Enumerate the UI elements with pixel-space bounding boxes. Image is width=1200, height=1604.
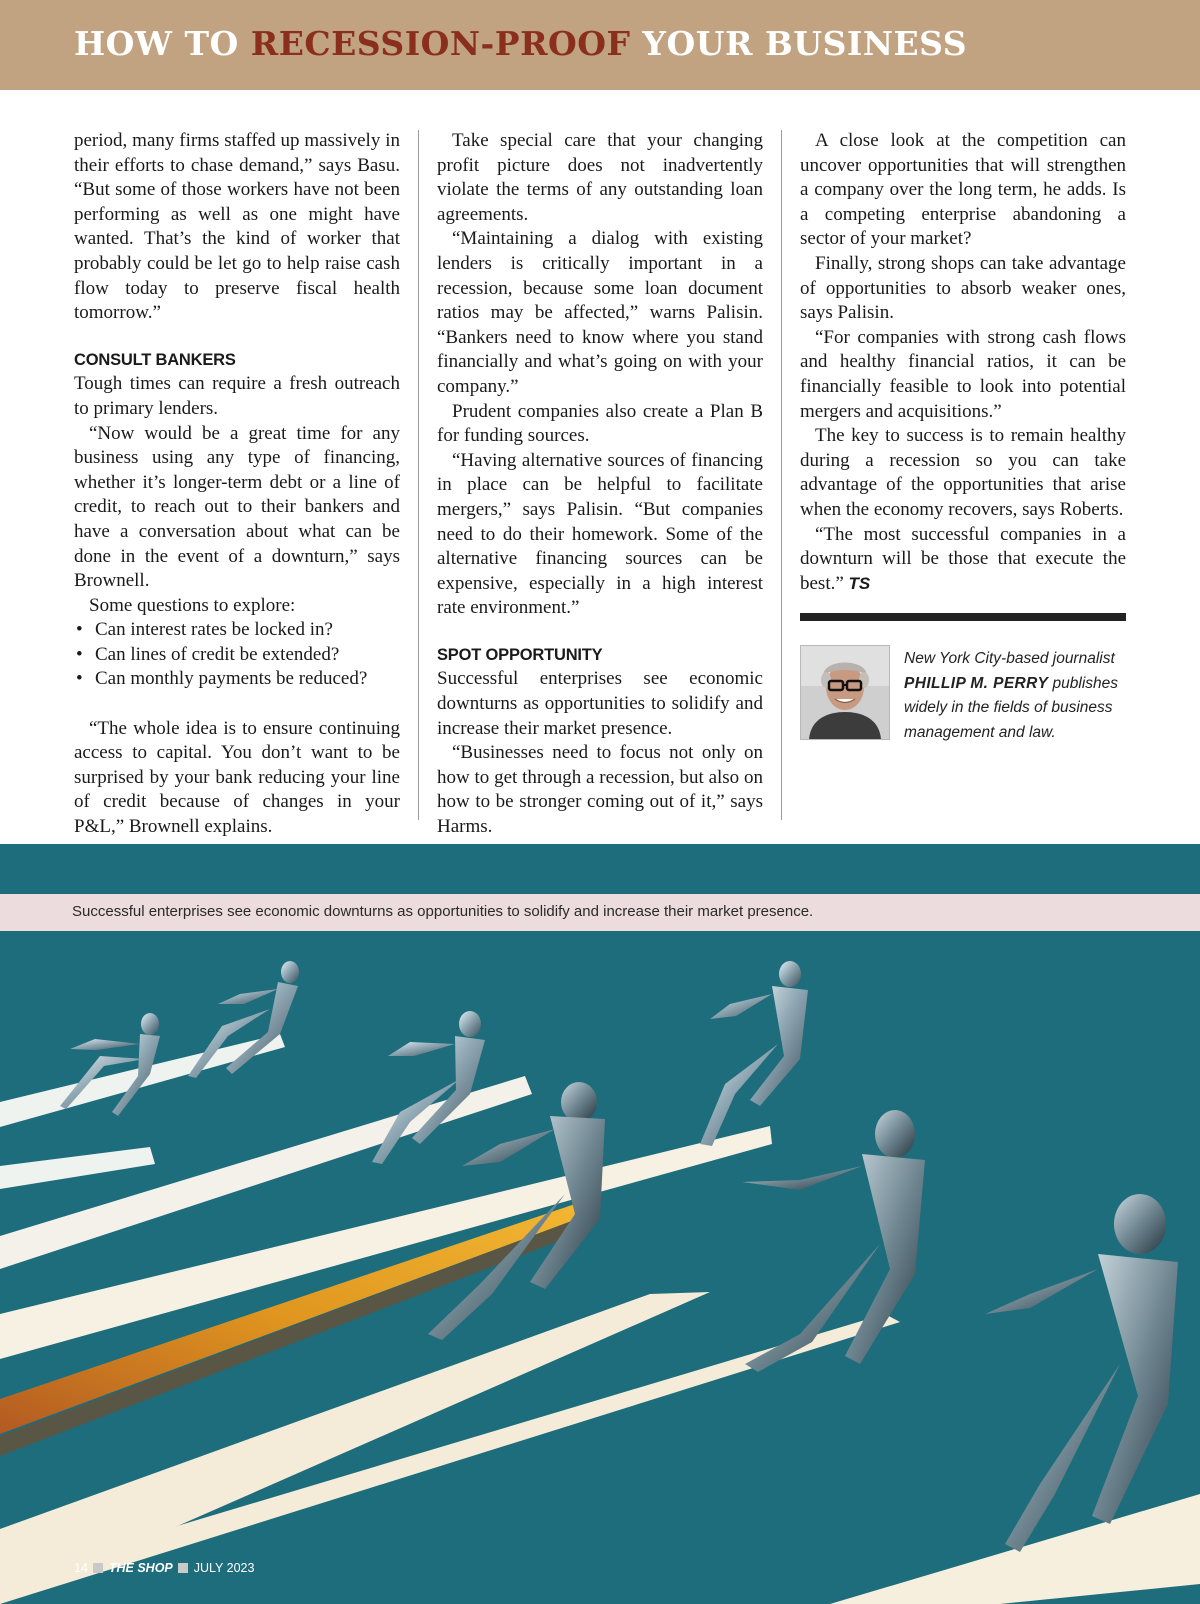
list-item: • Can monthly payments be reduced? xyxy=(74,667,400,692)
paragraph: Successful enterprises see economic downturns as opportunities to solidify and increase their market presence. xyxy=(437,668,763,739)
issue-date: JULY 2023 xyxy=(193,1561,255,1575)
paragraph: “Having alternative sources of financing in place can be helpful to facilitate mergers,” says Palisin. “But companies need to do their homework. Some of the alternative financing sources can be expensive, especially in a high interest rate environment.” xyxy=(437,449,763,619)
paragraph: Take special care that your changing profit picture does not inadvertently violate the terms of any outstanding loan agreements. xyxy=(437,130,763,225)
magazine-name: THE SHOP xyxy=(108,1561,173,1575)
paragraph: The key to success is to remain healthy during a recession so you can take advantage of the opportunities that arise when the economy recovers, says Roberts. xyxy=(800,425,1126,520)
runner-figure xyxy=(700,961,808,1146)
author-bio xyxy=(904,647,1128,745)
paragraph: “Now would be a great time for any business using any type of financing, whether it’s longer-term debt or a line of credit, to reach out to their bankers and have a conversation about what can be done in the event of a downturn,” says Brownell. xyxy=(74,422,400,592)
title-part-2: YOUR BUSINESS xyxy=(630,24,968,63)
article-column-3 xyxy=(800,129,1126,596)
author-name: PHILLIP M. PERRY xyxy=(904,674,1049,692)
author-photo xyxy=(800,645,890,740)
paragraph: “The whole idea is to ensure continuing access to capital. You don’t want to be surprised by your bank reducing your line of credit because of changes in your P&L,” Brownell explains. xyxy=(74,717,400,838)
paragraph: A close look at the competition can uncover opportunities that will strengthen a company over the long term, he adds. Is a competing enterprise abandoning a sector of your market? xyxy=(800,130,1126,250)
column-divider xyxy=(781,130,782,820)
paragraph: Finally, strong shops can take advantage of opportunities to absorb weaker ones, says Palisin. xyxy=(800,252,1126,324)
article-column-2 xyxy=(437,129,763,840)
list-item: • Can lines of credit be extended? xyxy=(74,643,400,668)
page-footer xyxy=(74,1561,254,1575)
illustration-runners xyxy=(0,844,1200,1604)
page-number: 14 xyxy=(74,1561,88,1575)
runner-figure xyxy=(188,961,299,1078)
page-title xyxy=(74,24,967,63)
bio-intro: New York City-based journalist xyxy=(904,650,1115,667)
runner-figure xyxy=(372,1011,485,1164)
title-accent: RECESSION-PROOF xyxy=(250,24,631,63)
paragraph: “For companies with strong cash flows and healthy financial ratios, it can be financially feasible to look into potential mergers and acquisitions.” xyxy=(800,326,1126,422)
paragraph: “Businesses need to focus not only on how to get through a recession, but also on how to be stronger coming out of it,” says Harms. xyxy=(437,742,763,838)
bar-platform xyxy=(0,1147,155,1189)
section-heading-consult-bankers: CONSULT BANKERS xyxy=(74,350,236,369)
bio-divider-bar xyxy=(800,613,1126,621)
list-item: • Can interest rates be locked in? xyxy=(74,618,400,643)
article-column-1 xyxy=(74,129,400,840)
paragraph: Some questions to explore: xyxy=(89,594,296,616)
questions-list xyxy=(74,618,400,692)
footer-separator-icon xyxy=(178,1563,188,1573)
paragraph: period, many firms staffed up massively in their efforts to chase demand,” says Basu. “But some of those workers have not been performing as well as one might have wanted. That’s the kind of worker that probably could be let go to help raise cash flow today to preserve fiscal health tomorrow.” xyxy=(74,130,400,324)
page-header xyxy=(0,0,1200,90)
photo-caption: Successful enterprises see economic downturns as opportunities to solidify and increase their market presence. xyxy=(72,903,814,920)
title-part-1: HOW TO xyxy=(74,24,251,63)
paragraph xyxy=(800,523,1126,597)
footer-separator-icon xyxy=(93,1563,103,1573)
bio-rest: publishes widely in the fields of business management and law. xyxy=(904,674,1119,741)
section-heading-spot-opportunity: SPOT OPPORTUNITY xyxy=(437,645,603,664)
runners-on-bars-illustration xyxy=(0,844,1200,1604)
closing-quote: “The most successful companies in a downturn will be those that execute the best.” xyxy=(800,523,1126,594)
paragraph: Tough times can require a fresh outreach to primary lenders. xyxy=(74,373,400,419)
paragraph: Prudent companies also create a Plan B for funding sources. xyxy=(437,400,763,447)
runner-figure xyxy=(985,1194,1178,1552)
column-divider xyxy=(418,130,419,820)
author-portrait-icon xyxy=(801,646,889,739)
end-mark: TS xyxy=(848,573,871,593)
spacer xyxy=(74,692,400,717)
photo-caption-bar xyxy=(0,894,1200,931)
paragraph: “Maintaining a dialog with existing lenders is critically important in a recession, because some loan document ratios may be affected,” warns Palisin. “Bankers need to know where you stand financially and what’s going on with your company.” xyxy=(437,228,763,397)
